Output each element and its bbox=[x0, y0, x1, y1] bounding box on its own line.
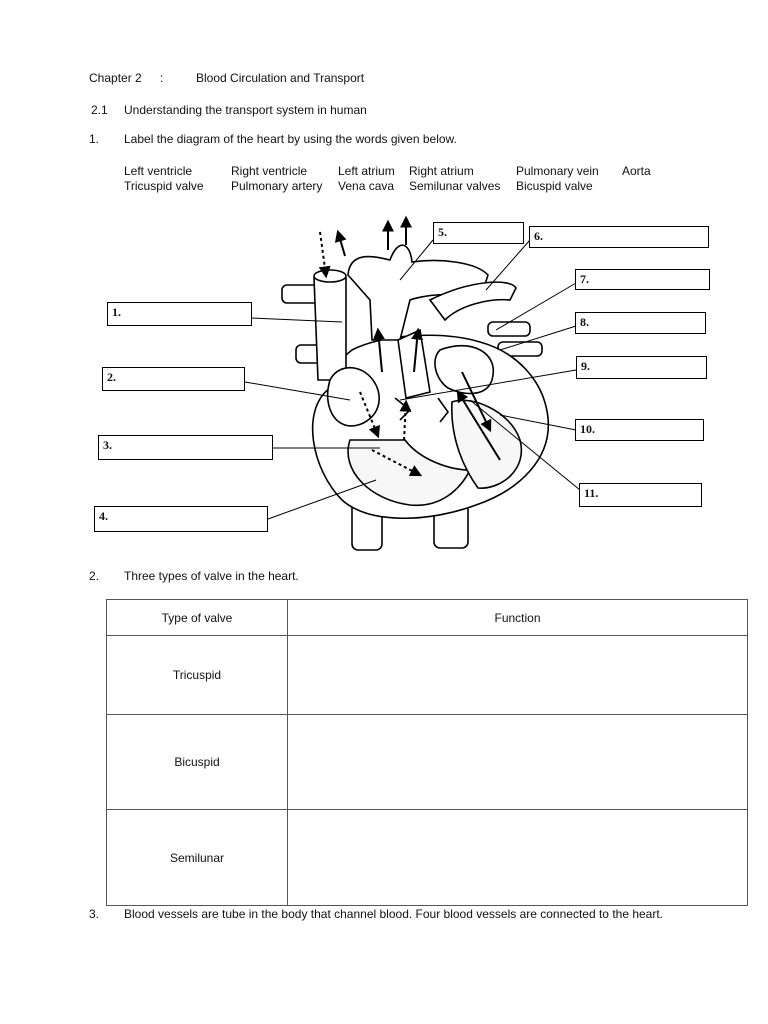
label-box-10[interactable] bbox=[575, 419, 704, 441]
word-bicuspid-valve: Bicuspid valve bbox=[516, 179, 593, 193]
word-left-ventricle: Left ventricle bbox=[124, 164, 193, 178]
label-number-5: 5. bbox=[438, 225, 447, 239]
valve-table bbox=[106, 599, 748, 906]
valve-name-cell: Tricuspid bbox=[107, 636, 288, 715]
valve-name-cell: Bicuspid bbox=[107, 715, 288, 810]
q2-number: 2. bbox=[89, 569, 100, 583]
word-tricuspid-valve: Tricuspid valve bbox=[124, 179, 204, 193]
chapter-label: Chapter 2 bbox=[89, 71, 142, 85]
word-semilunar-valves: Semilunar valves bbox=[409, 179, 501, 193]
table-row bbox=[107, 636, 748, 715]
table-row bbox=[107, 715, 748, 810]
function-answer-cell[interactable] bbox=[288, 715, 748, 810]
table-row bbox=[107, 810, 748, 906]
section-title: Understanding the transport system in human bbox=[124, 103, 367, 117]
label-number-3: 3. bbox=[103, 438, 112, 452]
label-box-8[interactable] bbox=[575, 312, 706, 334]
table-header-type: Type of valve bbox=[107, 600, 288, 636]
header-colon: : bbox=[160, 71, 164, 85]
table-header-row bbox=[107, 600, 748, 636]
label-box-4[interactable] bbox=[94, 506, 268, 532]
section-number: 2.1 bbox=[91, 103, 108, 117]
q1-text: Label the diagram of the heart by using the words given below. bbox=[124, 132, 457, 146]
label-number-4: 4. bbox=[99, 509, 108, 523]
chapter-title: Blood Circulation and Transport bbox=[196, 71, 365, 85]
function-answer-cell[interactable] bbox=[288, 810, 748, 906]
word-pulmonary-vein: Pulmonary vein bbox=[516, 164, 599, 178]
word-left-atrium: Left atrium bbox=[338, 164, 395, 178]
label-number-11: 11. bbox=[584, 486, 599, 500]
label-number-10: 10. bbox=[580, 422, 595, 436]
q2-text: Three types of valve in the heart. bbox=[124, 569, 299, 583]
label-box-6[interactable] bbox=[529, 226, 709, 248]
vena-cava-opening bbox=[314, 270, 346, 282]
q3-text: Blood vessels are tube in the body that channel blood. Four blood vessels are connected to the heart. bbox=[124, 907, 664, 921]
flow-arrow-vena-cava bbox=[320, 232, 326, 276]
label-number-6: 6. bbox=[534, 229, 543, 243]
label-number-2: 2. bbox=[107, 370, 116, 384]
label-box-9[interactable] bbox=[576, 356, 707, 379]
label-number-8: 8. bbox=[580, 315, 589, 329]
flow-arrow-aorta-up-1 bbox=[338, 232, 345, 256]
label-box-7[interactable] bbox=[575, 269, 710, 290]
label-box-11[interactable] bbox=[579, 483, 702, 507]
pulmonary-vein-upper bbox=[488, 322, 530, 336]
label-number-1: 1. bbox=[112, 305, 121, 319]
label-number-9: 9. bbox=[581, 359, 590, 373]
superior-vena-cava bbox=[314, 271, 346, 381]
label-box-2[interactable] bbox=[102, 367, 245, 391]
word-pulmonary-artery: Pulmonary artery bbox=[231, 179, 323, 193]
word-vena-cava: Vena cava bbox=[338, 179, 395, 193]
label-box-3[interactable] bbox=[98, 435, 273, 460]
table-header-function: Function bbox=[288, 600, 748, 636]
valve-name-cell: Semilunar bbox=[107, 810, 288, 906]
word-aorta: Aorta bbox=[622, 164, 651, 178]
q3-number: 3. bbox=[89, 907, 100, 921]
word-right-ventricle: Right ventricle bbox=[231, 164, 308, 178]
word-right-atrium: Right atrium bbox=[409, 164, 474, 178]
label-number-7: 7. bbox=[580, 272, 589, 286]
label-box-5[interactable] bbox=[433, 222, 524, 244]
label-box-1[interactable] bbox=[107, 302, 252, 326]
q1-number: 1. bbox=[89, 132, 100, 146]
function-answer-cell[interactable] bbox=[288, 636, 748, 715]
